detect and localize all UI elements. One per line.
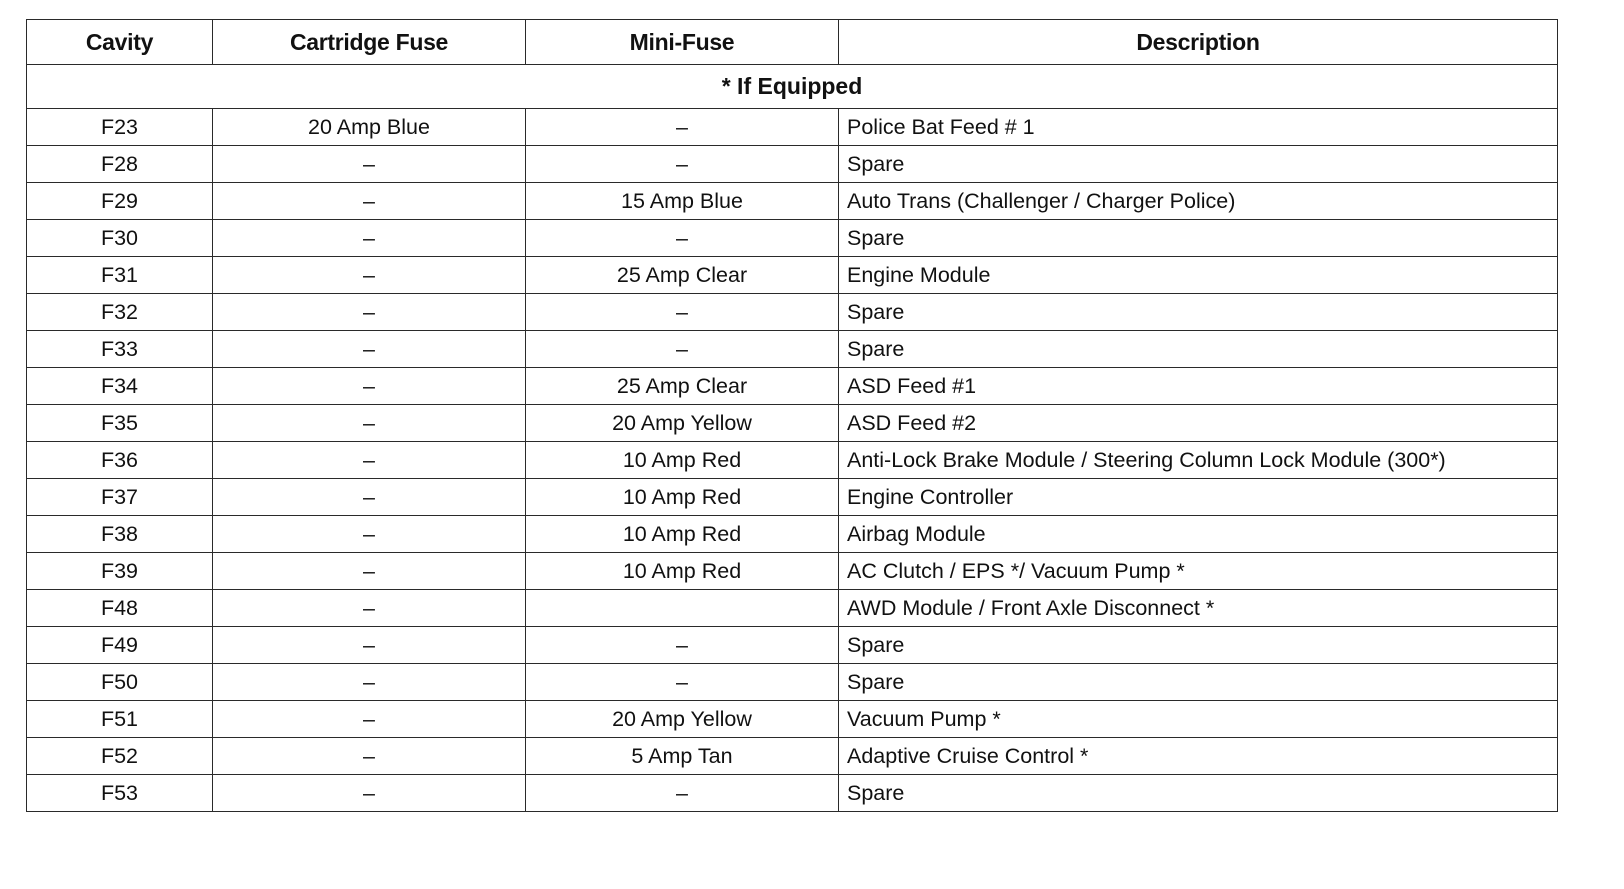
header-cavity: Cavity: [27, 20, 213, 65]
description-cell: Spare: [839, 294, 1558, 331]
mini-fuse-cell: 10 Amp Red: [526, 442, 839, 479]
cartridge-fuse-cell: –: [213, 627, 526, 664]
mini-fuse-cell: –: [526, 664, 839, 701]
mini-fuse-cell: 25 Amp Clear: [526, 257, 839, 294]
cartridge-fuse-cell: –: [213, 368, 526, 405]
description-cell: ASD Feed #1: [839, 368, 1558, 405]
description-cell: Anti-Lock Brake Module / Steering Column Lock Module (300*): [839, 442, 1558, 479]
cavity-cell: F53: [27, 775, 213, 812]
cavity-cell: F34: [27, 368, 213, 405]
table-row: [27, 220, 1558, 257]
cartridge-fuse-cell: –: [213, 701, 526, 738]
description-cell: Airbag Module: [839, 516, 1558, 553]
mini-fuse-cell: 10 Amp Red: [526, 479, 839, 516]
mini-fuse-cell: –: [526, 294, 839, 331]
description-cell: Spare: [839, 664, 1558, 701]
cartridge-fuse-cell: –: [213, 183, 526, 220]
cavity-cell: F29: [27, 183, 213, 220]
cartridge-fuse-cell: –: [213, 738, 526, 775]
cavity-cell: F33: [27, 331, 213, 368]
cavity-cell: F50: [27, 664, 213, 701]
table-row: [27, 701, 1558, 738]
mini-fuse-cell: –: [526, 627, 839, 664]
description-cell: Vacuum Pump *: [839, 701, 1558, 738]
mini-fuse-cell: 25 Amp Clear: [526, 368, 839, 405]
table-row: [27, 109, 1558, 146]
description-cell: AWD Module / Front Axle Disconnect *: [839, 590, 1558, 627]
description-cell: Spare: [839, 331, 1558, 368]
description-cell: Spare: [839, 775, 1558, 812]
cavity-cell: F51: [27, 701, 213, 738]
cartridge-fuse-cell: –: [213, 479, 526, 516]
cavity-cell: F31: [27, 257, 213, 294]
fuse-table: [26, 19, 1558, 812]
cartridge-fuse-cell: –: [213, 442, 526, 479]
mini-fuse-cell: –: [526, 146, 839, 183]
description-cell: ASD Feed #2: [839, 405, 1558, 442]
description-cell: AC Clutch / EPS */ Vacuum Pump *: [839, 553, 1558, 590]
cavity-cell: F32: [27, 294, 213, 331]
table-row: [27, 405, 1558, 442]
table-row: [27, 775, 1558, 812]
description-cell: Adaptive Cruise Control *: [839, 738, 1558, 775]
note-row: [27, 65, 1558, 109]
cartridge-fuse-cell: –: [213, 775, 526, 812]
cartridge-fuse-cell: –: [213, 405, 526, 442]
cavity-cell: F28: [27, 146, 213, 183]
table-row: [27, 479, 1558, 516]
header-cartridge-fuse: Cartridge Fuse: [213, 20, 526, 65]
mini-fuse-cell: 15 Amp Blue: [526, 183, 839, 220]
table-row: [27, 516, 1558, 553]
description-cell: Engine Controller: [839, 479, 1558, 516]
mini-fuse-cell: 20 Amp Yellow: [526, 701, 839, 738]
description-cell: Spare: [839, 220, 1558, 257]
cavity-cell: F36: [27, 442, 213, 479]
header-row: [27, 20, 1558, 65]
cavity-cell: F35: [27, 405, 213, 442]
mini-fuse-cell: –: [526, 331, 839, 368]
mini-fuse-cell: 10 Amp Red: [526, 516, 839, 553]
mini-fuse-cell: –: [526, 220, 839, 257]
table-row: [27, 627, 1558, 664]
description-cell: Engine Module: [839, 257, 1558, 294]
mini-fuse-cell: 5 Amp Tan: [526, 738, 839, 775]
table-row: [27, 257, 1558, 294]
description-cell: Spare: [839, 146, 1558, 183]
cartridge-fuse-cell: –: [213, 664, 526, 701]
cavity-cell: F48: [27, 590, 213, 627]
cartridge-fuse-cell: –: [213, 553, 526, 590]
table-row: [27, 590, 1558, 627]
description-cell: Police Bat Feed # 1: [839, 109, 1558, 146]
mini-fuse-cell: [526, 590, 839, 627]
description-cell: Spare: [839, 627, 1558, 664]
mini-fuse-cell: –: [526, 775, 839, 812]
table-row: [27, 368, 1558, 405]
table-row: [27, 664, 1558, 701]
table-row: [27, 146, 1558, 183]
cavity-cell: F39: [27, 553, 213, 590]
table-row: [27, 442, 1558, 479]
header-mini-fuse: Mini-Fuse: [526, 20, 839, 65]
table-row: [27, 331, 1558, 368]
mini-fuse-cell: –: [526, 109, 839, 146]
cartridge-fuse-cell: –: [213, 146, 526, 183]
cavity-cell: F49: [27, 627, 213, 664]
table-row: [27, 738, 1558, 775]
cartridge-fuse-cell: 20 Amp Blue: [213, 109, 526, 146]
table-row: [27, 294, 1558, 331]
cartridge-fuse-cell: –: [213, 220, 526, 257]
cavity-cell: F52: [27, 738, 213, 775]
description-cell: Auto Trans (Challenger / Charger Police): [839, 183, 1558, 220]
cavity-cell: F38: [27, 516, 213, 553]
cartridge-fuse-cell: –: [213, 590, 526, 627]
cartridge-fuse-cell: –: [213, 294, 526, 331]
cavity-cell: F37: [27, 479, 213, 516]
mini-fuse-cell: 20 Amp Yellow: [526, 405, 839, 442]
table-row: [27, 553, 1558, 590]
mini-fuse-cell: 10 Amp Red: [526, 553, 839, 590]
cartridge-fuse-cell: –: [213, 516, 526, 553]
table-row: [27, 183, 1558, 220]
cavity-cell: F23: [27, 109, 213, 146]
header-description: Description: [839, 20, 1558, 65]
cartridge-fuse-cell: –: [213, 257, 526, 294]
cartridge-fuse-cell: –: [213, 331, 526, 368]
if-equipped-note: * If Equipped: [27, 65, 1558, 109]
cavity-cell: F30: [27, 220, 213, 257]
